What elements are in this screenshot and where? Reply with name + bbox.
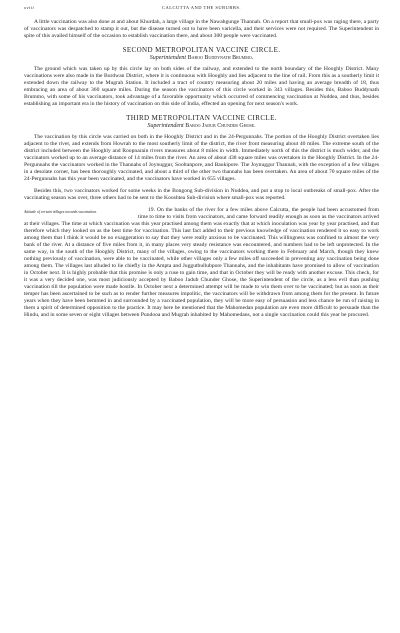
section-paragraph: The ground which was taken up by this circle lay on both sides of the railway, and extended to the north boundary of the Hooghly District. Many vaccinations were also made in the Burdwan District, where it is continuous with Hooghly and lies adjacent to the line of rail. From this as a southerly limit it extended down the railway to the Mugrah Station. It included a tract of country measuring about 20 miles and having an average breadth of 18, thus embracing an area of about 360 square miles. During the season the vaccinators of this circle worked in 343 villages. Besides this, Baboo Buddynath Brummo, with some of his vaccinators, took advantage of a favorable opportunity which occurred of commencing vaccination at Nuddea, and thus, besides establishing an important era in the history of vaccination on this side of India, effected an opening for next season's work. bbox=[24, 66, 379, 107]
section-paragraph: The vaccination by this circle was carried on both in the Hooghly District and in the 24-Pergunnahs. The portion of the Hooghly District overtaken lies adjacent to the river, and extends from Howrah to the most southerly limit of the district, the river front measuring about 40 miles. The extreme south of the district included between the Hooghly and Roopnarain rivers measures about 8 miles in width. Immediately north of this the district is much wider, and the vaccinators worked up to an average distance of 14 miles from the river. An area of about 438 square miles was overtaken in the Hooghly District. In the 24-Pergunnahs the vaccinators worked in the Thannahs of Joynuggur, Sooltanpore, and Baukipore. The Joynuggur Thannah, with the exception of a few villages in a desolate corner, has been thoroughly vaccinated, and about a third of the other two thannahs has been overtaken. An area of about 70 square miles of the 24-Pergunnahs has this year been vaccinated, and the vaccinators have worked in 655 villages. bbox=[24, 134, 379, 182]
superintendent-prefix: Superintendent bbox=[147, 123, 184, 129]
section-heading-third-circle: THIRD METROPOLITAN VACCINE CIRCLE. bbox=[126, 114, 277, 122]
section-heading-second-circle: SECOND METROPOLITAN VACCINE CIRCLE. bbox=[122, 46, 281, 54]
superintendent-name: Baboo Buddynath Brummo. bbox=[187, 55, 254, 61]
superintendent-line-third-circle bbox=[24, 123, 379, 129]
paragraph-19-text: 19. On the banks of the river for a few miles above Calcutta, the people had been accustomed from time to time to visits from vaccinators, and came forward readily enough as soon as the vaccinators arrived at their villages. The time at which vaccination was this year practised among them was exactly that at which inoculation was year by year practised, and that therefore which they looked on as the best time for vaccination. This last fact added to their previous knowledge of vaccination rendered it so easy to work among them that I think it would be no exaggeration to say that they were really anxious to be vaccinated. This willingness was confined to almost the very bank of the river. At a distance of five miles from it, in many places very steady resistance was encountered, and numbers had to be left unprotected. In the same way, in the south of the Hooghly District, many of the villages, owing to the vaccinators working there in February and March, though they knew nothing previously of vaccination, were able to be vaccinated, while other villages only a few miles off succeeded in preventing any vaccination being done among them. The villages last alluded to lie chiefly in the Amptа and Juggutbullubpore Thannahs, and the inhabitants have promised to allow of vaccination in October next. It is highly probable that this promise is only a ruse to gain time, and that in October they will be ready with another excuse. This check, for it was a very decided one, was most judiciously accepted by Baboo Jadub Chunder Ghose, the Superintendent of the circle, as a less evil than pushing vaccination till the population were made hostile. In October next a determined attempt will be made to win them over to be vaccinated; but as soon as their temper has been ascertained to be such as to render further measures impolitic, the vaccinators will be withdrawn from among them for the present. In future years when they have been hemmed in and surrounded by a vaccinated population, they will be more easy of persuasion and less chance be run of raising in them a spirit of determined opposition to the practice. It may here be mentioned that the Mahomedan population are even more difficult to persuade than the Hindu, and in some seven or eight villages between Pundooa and Mugrah inhabited by Mahomedans, not a single vaccination could this year be procured. bbox=[24, 207, 379, 318]
running-head bbox=[24, 5, 379, 10]
page-number: xviii bbox=[24, 5, 35, 10]
superintendent-name: Baboo Jadub Chunder Ghose. bbox=[185, 123, 256, 129]
intro-paragraph: A little vaccination was also done at and about Khurdah, a large village in the Nawabgunge Thannah. On a report that small-pox was raging there, a party of vaccinators was despatched to stamp it out, but the disease turned out to have been varicella, and their services were not required. The Superintendent in spite of this availed himself of the occasion to establish vaccination there, and about 300 people were vaccinated. bbox=[24, 19, 379, 39]
superintendent-line-second-circle bbox=[24, 55, 379, 61]
running-title: CALCUTTA AND THE SUBURBS. bbox=[161, 5, 242, 10]
marginal-note: Attitude of certain villages towards vaccination. bbox=[24, 210, 98, 214]
section-paragraph: Besides this, two vaccinators worked for some weeks in the Bongong Sub-division in Nuddea, and put a stop to local outbreaks of small-pox. After the vaccinating season was over, three others had to be sent to the Kooshtea Sub-division where small-pox was reported. bbox=[24, 188, 379, 201]
superintendent-prefix: Superintendent bbox=[149, 55, 187, 61]
paragraph-19 bbox=[24, 207, 379, 319]
